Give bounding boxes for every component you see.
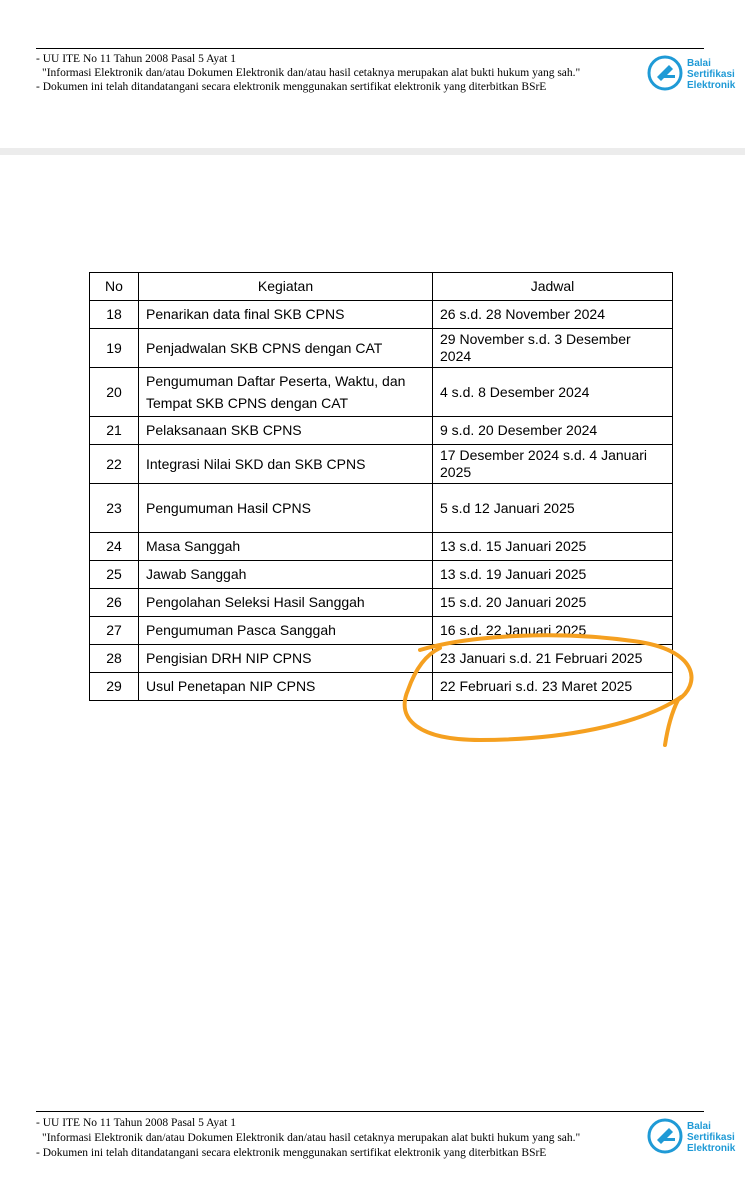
row-jadwal: 13 s.d. 15 Januari 2025 xyxy=(433,533,673,561)
row-jadwal: 4 s.d. 8 Desember 2024 xyxy=(433,368,673,417)
header-rule xyxy=(36,48,704,49)
logo-word-elektronik: Elektronik xyxy=(687,1143,736,1154)
signature-header xyxy=(0,0,745,150)
row-kegiatan: Pelaksanaan SKB CPNS xyxy=(139,417,433,445)
header-signature-line: - Dokumen ini telah ditandatangani secara elektronik menggunakan sertifikat elektronik yang diterbitkan BSrE xyxy=(36,81,547,93)
row-kegiatan: Penarikan data final SKB CPNS xyxy=(139,301,433,329)
row-jadwal: 26 s.d. 28 November 2024 xyxy=(433,301,673,329)
row-jadwal: 17 Desember 2024 s.d. 4 Januari 2025 xyxy=(433,445,673,484)
row-jadwal: 23 Januari s.d. 21 Februari 2025 xyxy=(433,645,673,673)
bsre-logo-text xyxy=(687,58,735,91)
row-jadwal: 15 s.d. 20 Januari 2025 xyxy=(433,589,673,617)
footer-quote-line: "Informasi Elektronik dan/atau Dokumen Elektronik dan/atau hasil cetaknya merupakan alat bukti hukum yang sah." xyxy=(42,1132,581,1144)
row-no: 20 xyxy=(90,368,139,417)
bsre-logo-text xyxy=(687,1121,735,1154)
row-kegiatan: Pengisian DRH NIP CPNS xyxy=(139,645,433,673)
footer-signature-line: - Dokumen ini telah ditandatangani secara elektronik menggunakan sertifikat elektronik yang diterbitkan BSrE xyxy=(36,1147,547,1159)
footer-law-line: - UU ITE No 11 Tahun 2008 Pasal 5 Ayat 1 xyxy=(36,1117,237,1129)
logo-word-sertifikasi: Sertifikasi xyxy=(687,69,735,80)
row-kegiatan: Pengumuman Pasca Sanggah xyxy=(139,617,433,645)
row-no: 22 xyxy=(90,445,139,484)
table-row xyxy=(90,561,673,589)
row-no: 24 xyxy=(90,533,139,561)
row-jadwal: 29 November s.d. 3 Desember 2024 xyxy=(433,329,673,368)
table-header-row xyxy=(90,273,673,301)
table-row xyxy=(90,417,673,445)
bsre-logo-icon xyxy=(647,1118,683,1154)
header-jadwal: Jadwal xyxy=(433,273,673,301)
row-no: 21 xyxy=(90,417,139,445)
table-row xyxy=(90,673,673,701)
schedule-table xyxy=(89,272,673,701)
logo-word-balai: Balai xyxy=(687,1121,711,1132)
row-kegiatan: Jawab Sanggah xyxy=(139,561,433,589)
row-kegiatan: Pengolahan Seleksi Hasil Sanggah xyxy=(139,589,433,617)
row-no: 27 xyxy=(90,617,139,645)
row-kegiatan: Pengumuman Daftar Peserta, Waktu, dan Tempat SKB CPNS dengan CAT xyxy=(139,368,433,417)
row-jadwal: 16 s.d. 22 Januari 2025 xyxy=(433,617,673,645)
footer-rule xyxy=(36,1111,704,1112)
row-no: 28 xyxy=(90,645,139,673)
row-kegiatan: Pengumuman Hasil CPNS xyxy=(139,484,433,533)
header-law-line: - UU ITE No 11 Tahun 2008 Pasal 5 Ayat 1 xyxy=(36,53,237,65)
table-row xyxy=(90,445,673,484)
logo-word-balai: Balai xyxy=(687,58,711,69)
logo-word-sertifikasi: Sertifikasi xyxy=(687,1132,735,1143)
row-no: 25 xyxy=(90,561,139,589)
row-jadwal: 13 s.d. 19 Januari 2025 xyxy=(433,561,673,589)
table-row xyxy=(90,645,673,673)
header-no: No xyxy=(90,273,139,301)
row-jadwal: 9 s.d. 20 Desember 2024 xyxy=(433,417,673,445)
header-kegiatan: Kegiatan xyxy=(139,273,433,301)
row-no: 26 xyxy=(90,589,139,617)
row-no: 19 xyxy=(90,329,139,368)
row-no: 23 xyxy=(90,484,139,533)
table-row xyxy=(90,301,673,329)
row-jadwal: 5 s.d 12 Januari 2025 xyxy=(433,484,673,533)
header-quote-line: "Informasi Elektronik dan/atau Dokumen Elektronik dan/atau hasil cetaknya merupakan alat bukti hukum yang sah." xyxy=(42,67,581,79)
row-kegiatan: Masa Sanggah xyxy=(139,533,433,561)
bsre-logo xyxy=(647,55,745,95)
row-kegiatan: Penjadwalan SKB CPNS dengan CAT xyxy=(139,329,433,368)
page-separator xyxy=(0,148,745,155)
table-row xyxy=(90,617,673,645)
footer-bsre-logo xyxy=(647,1118,745,1158)
row-kegiatan: Integrasi Nilai SKD dan SKB CPNS xyxy=(139,445,433,484)
row-kegiatan: Usul Penetapan NIP CPNS xyxy=(139,673,433,701)
row-jadwal: 22 Februari s.d. 23 Maret 2025 xyxy=(433,673,673,701)
row-no: 29 xyxy=(90,673,139,701)
table-row xyxy=(90,329,673,368)
table-row xyxy=(90,589,673,617)
logo-word-elektronik: Elektronik xyxy=(687,80,736,91)
table-row xyxy=(90,368,673,417)
row-no: 18 xyxy=(90,301,139,329)
table-row xyxy=(90,533,673,561)
table-row xyxy=(90,484,673,533)
bsre-logo-icon xyxy=(647,55,683,91)
